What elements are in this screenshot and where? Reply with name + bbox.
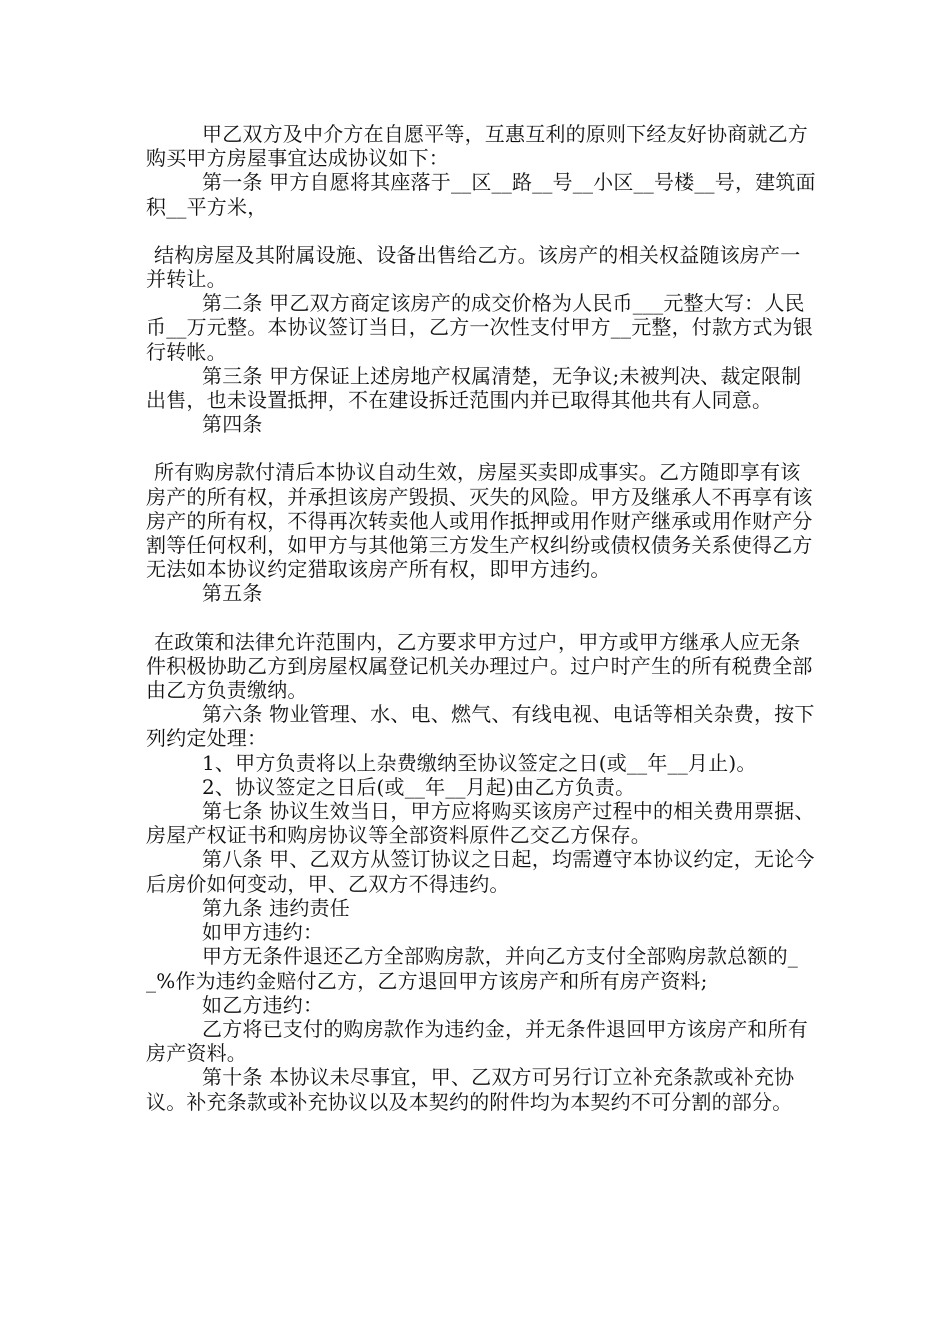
- article-4-body: 所有购房款付清后本协议自动生效，房屋买卖即成事实。乙方随即享有该房产的所有权，并承担该房产毁损、灭失的风险。甲方及继承人不再享有该房产的所有权，不得再次转卖他人或用作抵押或用作财产继承或用作财产分割等任何权利，如甲方与其他第三方发生产权纠纷或债权债务关系使得乙方无法如本协议约定猎取该房产所有权，即甲方违约。: [146, 460, 813, 582]
- article-5-heading: 第五条: [202, 581, 263, 606]
- article-6-item-1: 1、甲方负责将以上杂费缴纳至协议签定之日(或__年__月止)。: [202, 750, 757, 775]
- article-5-body: 在政策和法律允许范围内，乙方要求甲方过户，甲方或甲方继承人应无条件积极协助乙方到房屋权属登记机关办理过户。过户时产生的所有税费全部由乙方负责缴纳。: [146, 629, 813, 703]
- article-7-paragraph: 第七条 协议生效当日，甲方应将购买该房产过程中的相关费用票据、房屋产权证书和购房协议等全部资料原件乙交乙方保存。: [146, 799, 815, 848]
- spacer: [146, 436, 818, 460]
- article-6-paragraph: 第六条 物业管理、水、电、燃气、有线电视、电话等相关杂费，按下列约定处理：: [146, 702, 815, 751]
- article-6-item-2: 2、协议签定之日后(或__年__月起)由乙方负责。: [202, 774, 636, 799]
- article-9-party-b-body: 乙方将已支付的购房款作为违约金，并无条件退回甲方该房产和所有房产资料。: [146, 1016, 808, 1066]
- article-1-continued: 结构房屋及其附属设施、设备出售给乙方。该房产的相关权益随该房产一并转让。: [146, 242, 801, 292]
- article-9-heading: 第九条 违约责任: [202, 895, 350, 920]
- intro-paragraph: 甲乙双方及中介方在自愿平等，互惠互利的原则下经友好协商就乙方购买甲方房屋事宜达成协议如下：: [146, 122, 808, 171]
- article-10-paragraph: 第十条 本协议未尽事宜，甲、乙双方可另行订立补充条款或补充协议。补充条款或补充协议以及本契约的附件均为本契约不可分割的部分。: [146, 1065, 795, 1114]
- article-9-party-a-label: 如甲方违约：: [202, 920, 324, 945]
- article-2-paragraph: 第二条 甲乙双方商定该房产的成交价格为人民币___元整大写：人民币__万元整。本协议签订当日，乙方一次性支付甲方__元整，付款方式为银行转帐。: [146, 291, 813, 364]
- article-3-paragraph: 第三条 甲方保证上述房地产权属清楚，无争议;未被判决、裁定限制出售，也未设置抵押，不在建设拆迁范围内并已取得其他共有人同意。: [146, 363, 802, 413]
- article-4-heading: 第四条: [202, 412, 263, 437]
- contract-document: [146, 122, 818, 1114]
- article-8-paragraph: 第八条 甲、乙双方从签订协议之日起，均需遵守本协议约定，无论今后房价如何变动，甲、乙双方不得违约。: [146, 847, 815, 896]
- article-1-paragraph: 第一条 甲方自愿将其座落于__区__路__号__小区__号楼__号，建筑面积__平方米，: [146, 170, 816, 219]
- article-9-party-b-label: 如乙方违约：: [202, 992, 324, 1017]
- spacer: [146, 606, 818, 630]
- article-9-party-a-body: 甲方无条件退还乙方全部购房款，并向乙方支付全部购房款总额的__%作为违约金赔付乙方，乙方退回甲方该房产和所有房产资料;: [146, 944, 798, 993]
- spacer: [146, 219, 818, 243]
